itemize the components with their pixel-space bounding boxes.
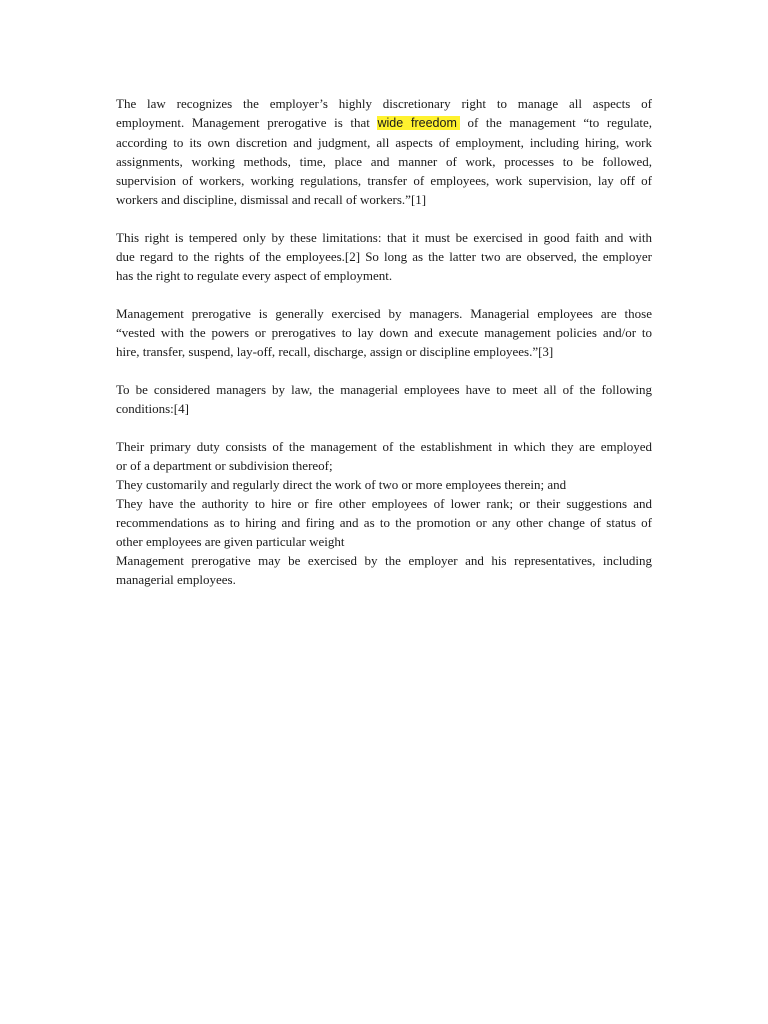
text-line: hire, transfer, suspend, lay-off, recall, discharge, assign or discipline employees.”[3] [116,344,554,359]
text-line: conditions:[4] [116,401,189,416]
text-segment: employment. Management prerogative is that [116,115,378,130]
paragraph-conditions-intro [116,380,652,418]
paragraph-management-prerogative [116,94,652,209]
text-line: supervision of workers, working regulations, transfer of employees, work supervision, lay off of [116,173,652,188]
text-line: This right is tempered only by these limitations: that it must be exercised in good faith and with [116,230,652,245]
text-line: recommendations as to hiring and firing and as to the promotion or any other change of status of [116,515,652,530]
condition-item [116,437,652,475]
text-line: other employees are given particular weight [116,534,345,549]
closing-statement [116,551,652,589]
text-line: Management prerogative is generally exercised by managers. Managerial employees are those [116,306,652,321]
conditions-block [116,437,652,589]
condition-item [116,475,652,494]
text-line: They customarily and regularly direct the work of two or more employees therein; and [116,477,567,492]
document-page [116,94,652,608]
text-line: managerial employees. [116,572,236,587]
text-line: Management prerogative may be exercised by the employer and his representatives, including [116,553,652,568]
text-line: or of a department or subdivision thereof; [116,458,333,473]
text-line: workers and discipline, dismissal and recall of workers.”[1] [116,192,427,207]
text-line [116,113,652,133]
paragraph-managerial-employees [116,304,652,361]
text-line: has the right to regulate every aspect of employment. [116,268,393,283]
text-line: due regard to the rights of the employees.[2] So long as the latter two are observed, the employer [116,249,652,264]
text-line: They have the authority to hire or fire other employees of lower rank; or their suggestions and [116,496,652,511]
text-line: To be considered managers by law, the managerial employees have to meet all of the following [116,382,652,397]
text-line: Their primary duty consists of the management of the establishment in which they are employed [116,439,652,454]
text-line: “vested with the powers or prerogatives to lay down and execute management policies and/or to [116,325,652,340]
text-line: according to its own discretion and judgment, all aspects of employment, including hiring, work [116,135,652,150]
text-line: The law recognizes the employer’s highly discretionary right to manage all aspects of [116,96,652,111]
paragraph-limitations [116,228,652,285]
highlighted-phrase: wide freedom [377,116,459,130]
condition-item [116,494,652,551]
text-segment: of the management “to regulate, [459,115,652,130]
text-line: assignments, working methods, time, place and manner of work, processes to be followed, [116,154,652,169]
